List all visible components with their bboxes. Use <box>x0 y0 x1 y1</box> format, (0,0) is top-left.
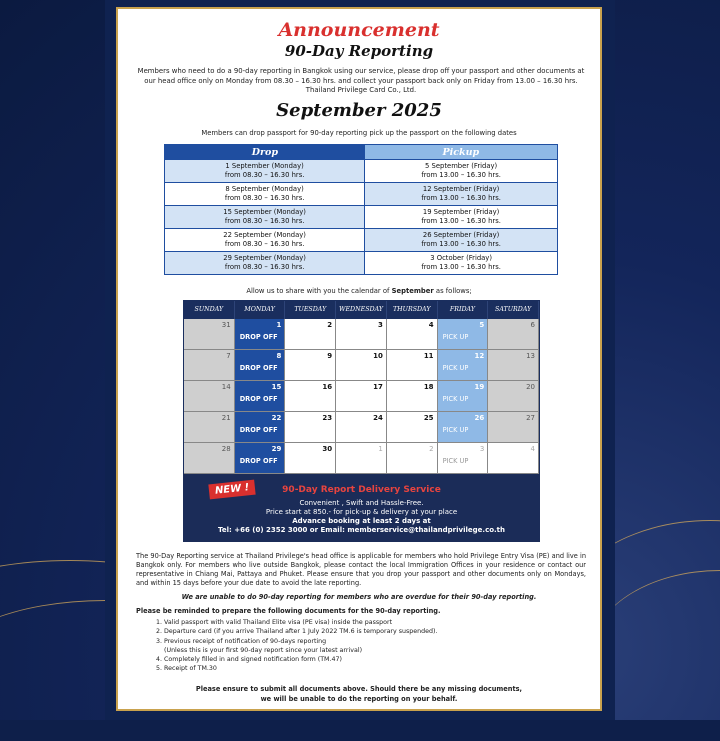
announcement-subtitle: 90-Day Reporting <box>284 42 434 60</box>
drop-header: Drop <box>165 145 365 160</box>
day-number: 8 <box>276 352 282 360</box>
overdue-warning: We are unable to do 90-day reporting for members who are overdue for their 90-day reporting. <box>181 593 537 601</box>
day-number: 5 <box>479 321 485 329</box>
list-item: (Unless this is your first 90-day report since your latest arrival) <box>164 646 363 654</box>
calendar-day <box>184 381 235 412</box>
day-number: 11 <box>423 352 434 360</box>
day-number: 1 <box>378 445 383 453</box>
pickup-date: 26 September (Friday) <box>422 231 500 239</box>
calendar-day-drop <box>235 412 286 443</box>
day-number: 15 <box>271 383 282 391</box>
pick-up-label: PICK UP <box>442 457 469 465</box>
day-number: 25 <box>423 414 434 422</box>
info-paragraph: The 90-Day Reporting service at Thailand Privilege's head office is applicable for members who hold Privilege Entry Visa (PE) and live in Bangkok only. For members who live outside Bangkok, please contact the local Immigration Offices in your residence or contact our representative in Chiang Mai, Pattaya and Phuket. Please ensure that you drop your passport and other documents only on Mondays, and within 15 days before your due date to avoid the late reporting. <box>136 552 586 587</box>
announcement-card <box>116 7 602 711</box>
day-number: 4 <box>428 321 434 329</box>
day-number: 27 <box>526 414 535 422</box>
day-number: 18 <box>423 383 434 391</box>
day-number: 20 <box>526 383 535 391</box>
pickup-time: from 13.00 – 16.30 hrs. <box>421 240 501 248</box>
calendar-day <box>336 412 387 443</box>
weekday-label: THURSDAY <box>387 301 438 319</box>
calendar-day-pickup-next-month <box>438 443 489 474</box>
calendar-day <box>184 319 235 350</box>
day-number: 12 <box>474 352 485 360</box>
calendar-day <box>285 443 336 474</box>
day-number: 24 <box>373 414 383 422</box>
delivery-contact: Tel: +66 (0) 2352 3000 or Email: memberservice@thailandprivilege.co.th <box>217 526 506 534</box>
drop-off-label: DROP OFF <box>239 457 278 465</box>
list-item: 2. Departure card (if you arrive Thailand after 1 July 2022 TM.6 is temporary suspended). <box>156 628 438 636</box>
weekday-label: SATURDAY <box>488 301 539 319</box>
pickup-date: 12 September (Friday) <box>422 185 500 193</box>
list-item: 4. Completely filled in and signed notification form (TM.47) <box>156 656 342 664</box>
calendar-day-pickup <box>438 412 489 443</box>
closing-line: Please ensure to submit all documents above. Should there be any missing documents, <box>195 685 523 693</box>
calendar-day <box>488 412 539 443</box>
calendar-intro-month: September <box>391 287 434 295</box>
calendar-day <box>387 350 438 381</box>
day-number: 29 <box>271 445 282 453</box>
calendar-grid <box>184 319 539 474</box>
drop-date: 29 September (Monday) <box>223 254 306 262</box>
drop-time: from 08.30 – 16.30 hrs. <box>224 194 305 202</box>
calendar-day-next-month <box>387 443 438 474</box>
table-row <box>165 252 558 275</box>
drop-date: 8 September (Monday) <box>225 185 304 193</box>
drop-time: from 08.30 – 16.30 hrs. <box>224 263 305 271</box>
drop-off-label: DROP OFF <box>239 426 278 434</box>
pickup-time: from 13.00 – 16.30 hrs. <box>421 171 501 179</box>
calendar-day <box>285 412 336 443</box>
day-number: 19 <box>474 383 485 391</box>
calendar-day-pickup <box>438 381 489 412</box>
day-number: 30 <box>322 445 333 453</box>
drop-off-label: DROP OFF <box>239 333 278 341</box>
weekday-label: WEDNESDAY <box>336 301 387 319</box>
calendar-intro <box>118 287 600 295</box>
calendar-day <box>387 412 438 443</box>
calendar-day-next-month <box>488 443 539 474</box>
members-note: Members can drop passport for 90-day reporting pick up the passport on the following dates <box>201 129 517 137</box>
day-number: 17 <box>373 383 383 391</box>
table-row <box>165 206 558 229</box>
calendar-intro-suffix: as follows; <box>433 287 472 295</box>
drop-off-label: DROP OFF <box>239 395 278 403</box>
documents-list <box>156 618 438 674</box>
table-row <box>165 183 558 206</box>
day-number: 16 <box>322 383 333 391</box>
calendar-day <box>488 381 539 412</box>
delivery-line: Convenient , Swift and Hassle-Free. <box>299 499 424 507</box>
pick-up-label: PICK UP <box>442 426 469 434</box>
pickup-time: from 13.00 – 16.30 hrs. <box>421 263 501 271</box>
weekday-label: SUNDAY <box>184 301 235 319</box>
drop-time: from 08.30 – 16.30 hrs. <box>224 171 305 179</box>
day-number: 28 <box>221 445 231 453</box>
weekday-label: FRIDAY <box>438 301 489 319</box>
day-number: 22 <box>271 414 282 422</box>
day-number: 14 <box>221 383 231 391</box>
day-number: 31 <box>221 321 231 329</box>
day-number: 7 <box>226 352 231 360</box>
drop-pickup-table <box>164 144 558 275</box>
drop-off-label: DROP OFF <box>239 364 278 372</box>
calendar-day <box>285 319 336 350</box>
announcement-title: Announcement <box>278 19 440 41</box>
calendar-day-pickup <box>438 319 489 350</box>
drop-time: from 08.30 – 16.30 hrs. <box>224 217 305 225</box>
intro-paragraph: Members who need to do a 90-day reporting in Bangkok using our service, please drop off your passport and other documents at our head office only on Monday from 08.30 – 16.30 hrs. and collect your passport back only on Friday from 13.00 – 16.30 hrs. Thailand Privilege Card Co., Ltd. <box>137 67 585 94</box>
drop-time: from 08.30 – 16.30 hrs. <box>224 240 305 248</box>
pickup-date: 5 September (Friday) <box>425 162 498 170</box>
pickup-time: from 13.00 – 16.30 hrs. <box>421 194 501 202</box>
day-number: 6 <box>530 321 535 329</box>
table-row <box>165 160 558 183</box>
calendar-day <box>285 350 336 381</box>
day-number: 4 <box>530 445 535 453</box>
pick-up-label: PICK UP <box>442 395 469 403</box>
new-badge: NEW ! <box>208 480 256 500</box>
calendar-day-pickup <box>438 350 489 381</box>
day-number: 2 <box>327 321 333 329</box>
list-item: 3. Previous receipt of notification of 90-days reporting <box>156 637 327 645</box>
drop-date: 15 September (Monday) <box>223 208 306 216</box>
day-number: 13 <box>526 352 535 360</box>
delivery-service-banner <box>183 474 540 542</box>
pick-up-label: PICK UP <box>442 364 469 372</box>
calendar-weekday-header <box>184 301 539 319</box>
calendar-intro-prefix: Allow us to share with you the calendar of <box>246 287 392 295</box>
calendar-day <box>336 350 387 381</box>
calendar-day <box>488 350 539 381</box>
calendar-day-drop <box>235 350 286 381</box>
closing-line: we will be unable to do the reporting on your behalf. <box>260 694 458 703</box>
drop-date: 22 September (Monday) <box>223 231 306 239</box>
day-number: 3 <box>479 445 485 453</box>
calendar-day <box>336 319 387 350</box>
calendar-day <box>387 319 438 350</box>
calendar-day <box>184 443 235 474</box>
delivery-title: 90-Day Report Delivery Service <box>282 485 441 495</box>
delivery-line: Price start at 850.- for pick-up & delivery at your place <box>265 508 458 516</box>
closing-note <box>118 685 600 704</box>
calendar-day <box>336 381 387 412</box>
pickup-date: 19 September (Friday) <box>422 208 500 216</box>
weekday-label: MONDAY <box>235 301 286 319</box>
delivery-line: Advance booking at least 2 days at <box>292 517 431 525</box>
calendar-day <box>285 381 336 412</box>
day-number: 3 <box>377 321 383 329</box>
calendar-day-drop <box>235 381 286 412</box>
calendar-day <box>184 412 235 443</box>
day-number: 9 <box>327 352 333 360</box>
calendar-day <box>488 319 539 350</box>
calendar-day-next-month <box>336 443 387 474</box>
table-row <box>165 229 558 252</box>
calendar-day <box>387 381 438 412</box>
september-calendar <box>183 300 540 492</box>
day-number: 1 <box>276 321 282 329</box>
pickup-header: Pickup <box>365 145 558 160</box>
list-item: 1. Valid passport with valid Thailand Elite visa (PE visa) inside the passport <box>156 619 393 626</box>
pick-up-label: PICK UP <box>442 333 469 341</box>
reminder-title: Please be reminded to prepare the following documents for the 90-day reporting. <box>136 607 441 615</box>
day-number: 10 <box>373 352 383 360</box>
list-item: 5. Receipt of TM.30 <box>156 665 217 673</box>
weekday-label: TUESDAY <box>285 301 336 319</box>
day-number: 23 <box>322 414 333 422</box>
calendar-day <box>184 350 235 381</box>
pickup-time: from 13.00 – 16.30 hrs. <box>421 217 501 225</box>
drop-date: 1 September (Monday) <box>225 162 304 170</box>
calendar-day-drop <box>235 319 286 350</box>
day-number: 21 <box>221 414 231 422</box>
day-number: 26 <box>474 414 485 422</box>
day-number: 2 <box>429 445 434 453</box>
calendar-day-drop <box>235 443 286 474</box>
month-title: September 2025 <box>276 100 442 121</box>
pickup-date: 3 October (Friday) <box>430 254 492 262</box>
